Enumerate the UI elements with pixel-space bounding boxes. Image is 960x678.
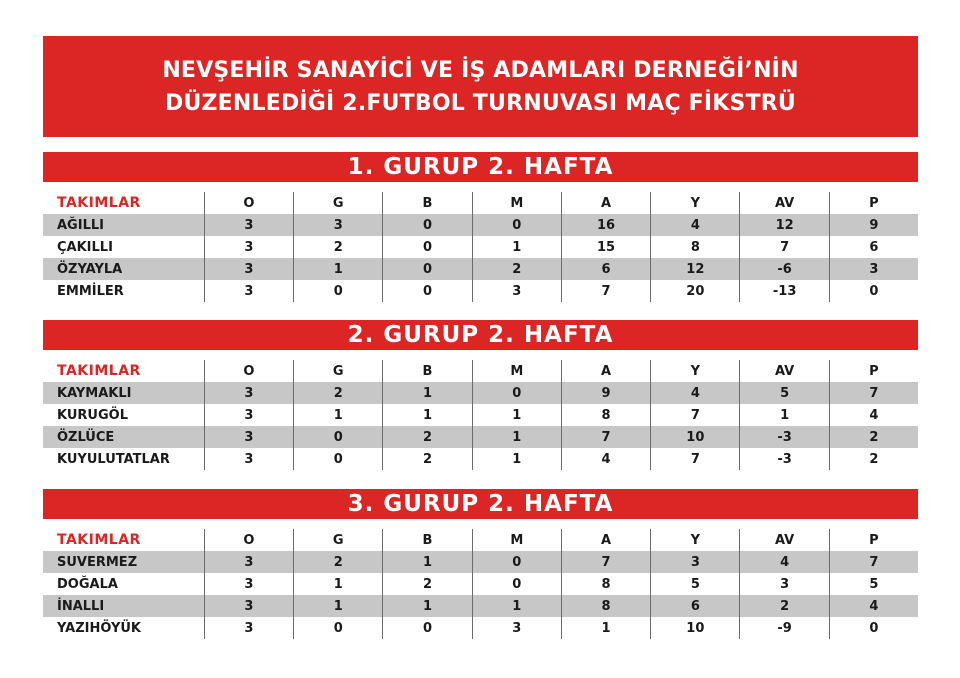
stat-cell: 16	[561, 214, 650, 236]
stat-cell: 0	[382, 617, 471, 639]
table-row	[43, 280, 918, 302]
group-title: 3. GURUP 2. HAFTA	[43, 489, 918, 519]
stat-cell: 2	[382, 426, 471, 448]
table-row	[43, 595, 918, 617]
stat-cell: 0	[382, 236, 471, 258]
stat-cell: 4	[739, 551, 828, 573]
table-header-row	[43, 529, 918, 551]
stat-cell: -13	[739, 280, 828, 302]
column-header: M	[472, 529, 561, 551]
team-name: AĞILLI	[57, 217, 104, 233]
stat-cell: 9	[561, 382, 650, 404]
column-header-team: TAKIMLAR	[57, 532, 141, 548]
stat-cell: 2	[293, 551, 382, 573]
stat-cell: 0	[293, 426, 382, 448]
column-header: G	[293, 192, 382, 214]
table-row	[43, 258, 918, 280]
column-header-team: TAKIMLAR	[57, 363, 141, 379]
group-title: 1. GURUP 2. HAFTA	[43, 152, 918, 182]
stat-cell: 3	[472, 280, 561, 302]
column-header: Y	[650, 360, 739, 382]
stat-cell: 3	[204, 617, 293, 639]
table-row	[43, 236, 918, 258]
column-header: O	[204, 192, 293, 214]
standings-table	[43, 192, 918, 302]
stat-cell: 3	[204, 573, 293, 595]
stat-cell: 0	[472, 382, 561, 404]
stat-cell: 7	[650, 404, 739, 426]
team-name: ÇAKILLI	[57, 239, 113, 255]
stat-cell: 2	[293, 382, 382, 404]
stat-cell: 12	[650, 258, 739, 280]
stat-cell: 3	[472, 617, 561, 639]
stat-cell: 1	[382, 404, 471, 426]
stat-cell: 0	[829, 617, 918, 639]
column-header: G	[293, 529, 382, 551]
team-name: İNALLI	[57, 598, 105, 614]
column-header: O	[204, 529, 293, 551]
column-header: M	[472, 192, 561, 214]
stat-cell: 9	[829, 214, 918, 236]
stat-cell: 4	[561, 448, 650, 470]
stat-cell: 7	[561, 426, 650, 448]
column-header: B	[382, 360, 471, 382]
column-header: AV	[739, 192, 828, 214]
stat-cell: 5	[829, 573, 918, 595]
stat-cell: 4	[829, 595, 918, 617]
stat-cell: -9	[739, 617, 828, 639]
stat-cell: 3	[739, 573, 828, 595]
stat-cell: 0	[472, 551, 561, 573]
stat-cell: 2	[382, 573, 471, 595]
stat-cell: 7	[739, 236, 828, 258]
table-row	[43, 573, 918, 595]
stat-cell: 3	[204, 280, 293, 302]
stat-cell: 2	[382, 448, 471, 470]
table-row	[43, 404, 918, 426]
table-row	[43, 448, 918, 470]
column-header: M	[472, 360, 561, 382]
stat-cell: 20	[650, 280, 739, 302]
group-3	[43, 489, 918, 639]
stat-cell: -3	[739, 448, 828, 470]
column-header: G	[293, 360, 382, 382]
stat-cell: 8	[561, 595, 650, 617]
stat-cell: 3	[829, 258, 918, 280]
stat-cell: 1	[382, 551, 471, 573]
stat-cell: 2	[472, 258, 561, 280]
stat-cell: 0	[382, 258, 471, 280]
stat-cell: 15	[561, 236, 650, 258]
stat-cell: 1	[293, 595, 382, 617]
team-name: EMMİLER	[57, 283, 124, 299]
column-header: Y	[650, 192, 739, 214]
column-header: AV	[739, 360, 828, 382]
table-row	[43, 214, 918, 236]
column-header: A	[561, 192, 650, 214]
table-header-row	[43, 360, 918, 382]
stat-cell: 1	[561, 617, 650, 639]
banner-line-1: NEVŞEHİR SANAYİCİ VE İŞ ADAMLARI DERNEĞİ’NİN	[162, 57, 799, 83]
stat-cell: 0	[472, 573, 561, 595]
column-header: O	[204, 360, 293, 382]
column-header: A	[561, 360, 650, 382]
stat-cell: 8	[561, 404, 650, 426]
stat-cell: 1	[293, 573, 382, 595]
stat-cell: 1	[739, 404, 828, 426]
column-header: AV	[739, 529, 828, 551]
stat-cell: 8	[561, 573, 650, 595]
table-header-row	[43, 192, 918, 214]
stat-cell: 1	[293, 404, 382, 426]
stat-cell: 1	[293, 258, 382, 280]
standings-table	[43, 360, 918, 470]
stat-cell: 8	[650, 236, 739, 258]
stat-cell: 10	[650, 617, 739, 639]
stat-cell: 4	[650, 382, 739, 404]
stat-cell: 1	[472, 595, 561, 617]
stat-cell: 7	[829, 551, 918, 573]
stat-cell: 2	[829, 448, 918, 470]
stat-cell: 0	[382, 280, 471, 302]
stat-cell: 1	[472, 236, 561, 258]
stat-cell: 1	[472, 426, 561, 448]
column-header-team: TAKIMLAR	[57, 195, 141, 211]
team-name: SUVERMEZ	[57, 554, 138, 570]
stat-cell: 3	[204, 404, 293, 426]
standings-table	[43, 529, 918, 639]
team-name: KURUGÖL	[57, 407, 128, 423]
stat-cell: 3	[650, 551, 739, 573]
team-name: KUYULUTATLAR	[57, 451, 170, 467]
stat-cell: 0	[472, 214, 561, 236]
team-name: ÖZLÜCE	[57, 429, 115, 445]
stat-cell: 2	[829, 426, 918, 448]
group-2	[43, 320, 918, 470]
column-header: P	[829, 192, 918, 214]
stat-cell: 3	[204, 595, 293, 617]
stat-cell: 1	[472, 448, 561, 470]
group-1	[43, 152, 918, 302]
team-name: DOĞALA	[57, 576, 118, 592]
stat-cell: 3	[204, 551, 293, 573]
team-name: YAZIHÖYÜK	[57, 620, 142, 636]
stat-cell: 3	[204, 236, 293, 258]
column-header: P	[829, 360, 918, 382]
stat-cell: 5	[650, 573, 739, 595]
stat-cell: -3	[739, 426, 828, 448]
stat-cell: 1	[382, 595, 471, 617]
table-row	[43, 382, 918, 404]
stat-cell: 6	[561, 258, 650, 280]
title-banner	[43, 36, 918, 137]
table-row	[43, 426, 918, 448]
stat-cell: 4	[829, 404, 918, 426]
stat-cell: 7	[829, 382, 918, 404]
stat-cell: 7	[650, 448, 739, 470]
column-header: A	[561, 529, 650, 551]
stat-cell: 0	[293, 617, 382, 639]
stat-cell: -6	[739, 258, 828, 280]
table-row	[43, 551, 918, 573]
stat-cell: 6	[829, 236, 918, 258]
column-header: B	[382, 529, 471, 551]
stat-cell: 12	[739, 214, 828, 236]
table-row	[43, 617, 918, 639]
stat-cell: 1	[382, 382, 471, 404]
column-header: Y	[650, 529, 739, 551]
stat-cell: 7	[561, 551, 650, 573]
stat-cell: 3	[204, 258, 293, 280]
stat-cell: 5	[739, 382, 828, 404]
stat-cell: 2	[739, 595, 828, 617]
stat-cell: 0	[293, 280, 382, 302]
stat-cell: 3	[204, 426, 293, 448]
stat-cell: 0	[829, 280, 918, 302]
stat-cell: 3	[204, 448, 293, 470]
column-header: B	[382, 192, 471, 214]
stat-cell: 4	[650, 214, 739, 236]
stat-cell: 10	[650, 426, 739, 448]
column-header: P	[829, 529, 918, 551]
stat-cell: 1	[472, 404, 561, 426]
stat-cell: 0	[293, 448, 382, 470]
team-name: KAYMAKLI	[57, 385, 132, 401]
stat-cell: 3	[293, 214, 382, 236]
team-name: ÖZYAYLA	[57, 261, 123, 277]
stat-cell: 0	[382, 214, 471, 236]
stat-cell: 3	[204, 382, 293, 404]
stat-cell: 7	[561, 280, 650, 302]
stat-cell: 2	[293, 236, 382, 258]
group-title: 2. GURUP 2. HAFTA	[43, 320, 918, 350]
stat-cell: 3	[204, 214, 293, 236]
stat-cell: 6	[650, 595, 739, 617]
banner-line-2: DÜZENLEDİĞİ 2.FUTBOL TURNUVASI MAÇ FİKSTRÜ	[164, 90, 796, 116]
